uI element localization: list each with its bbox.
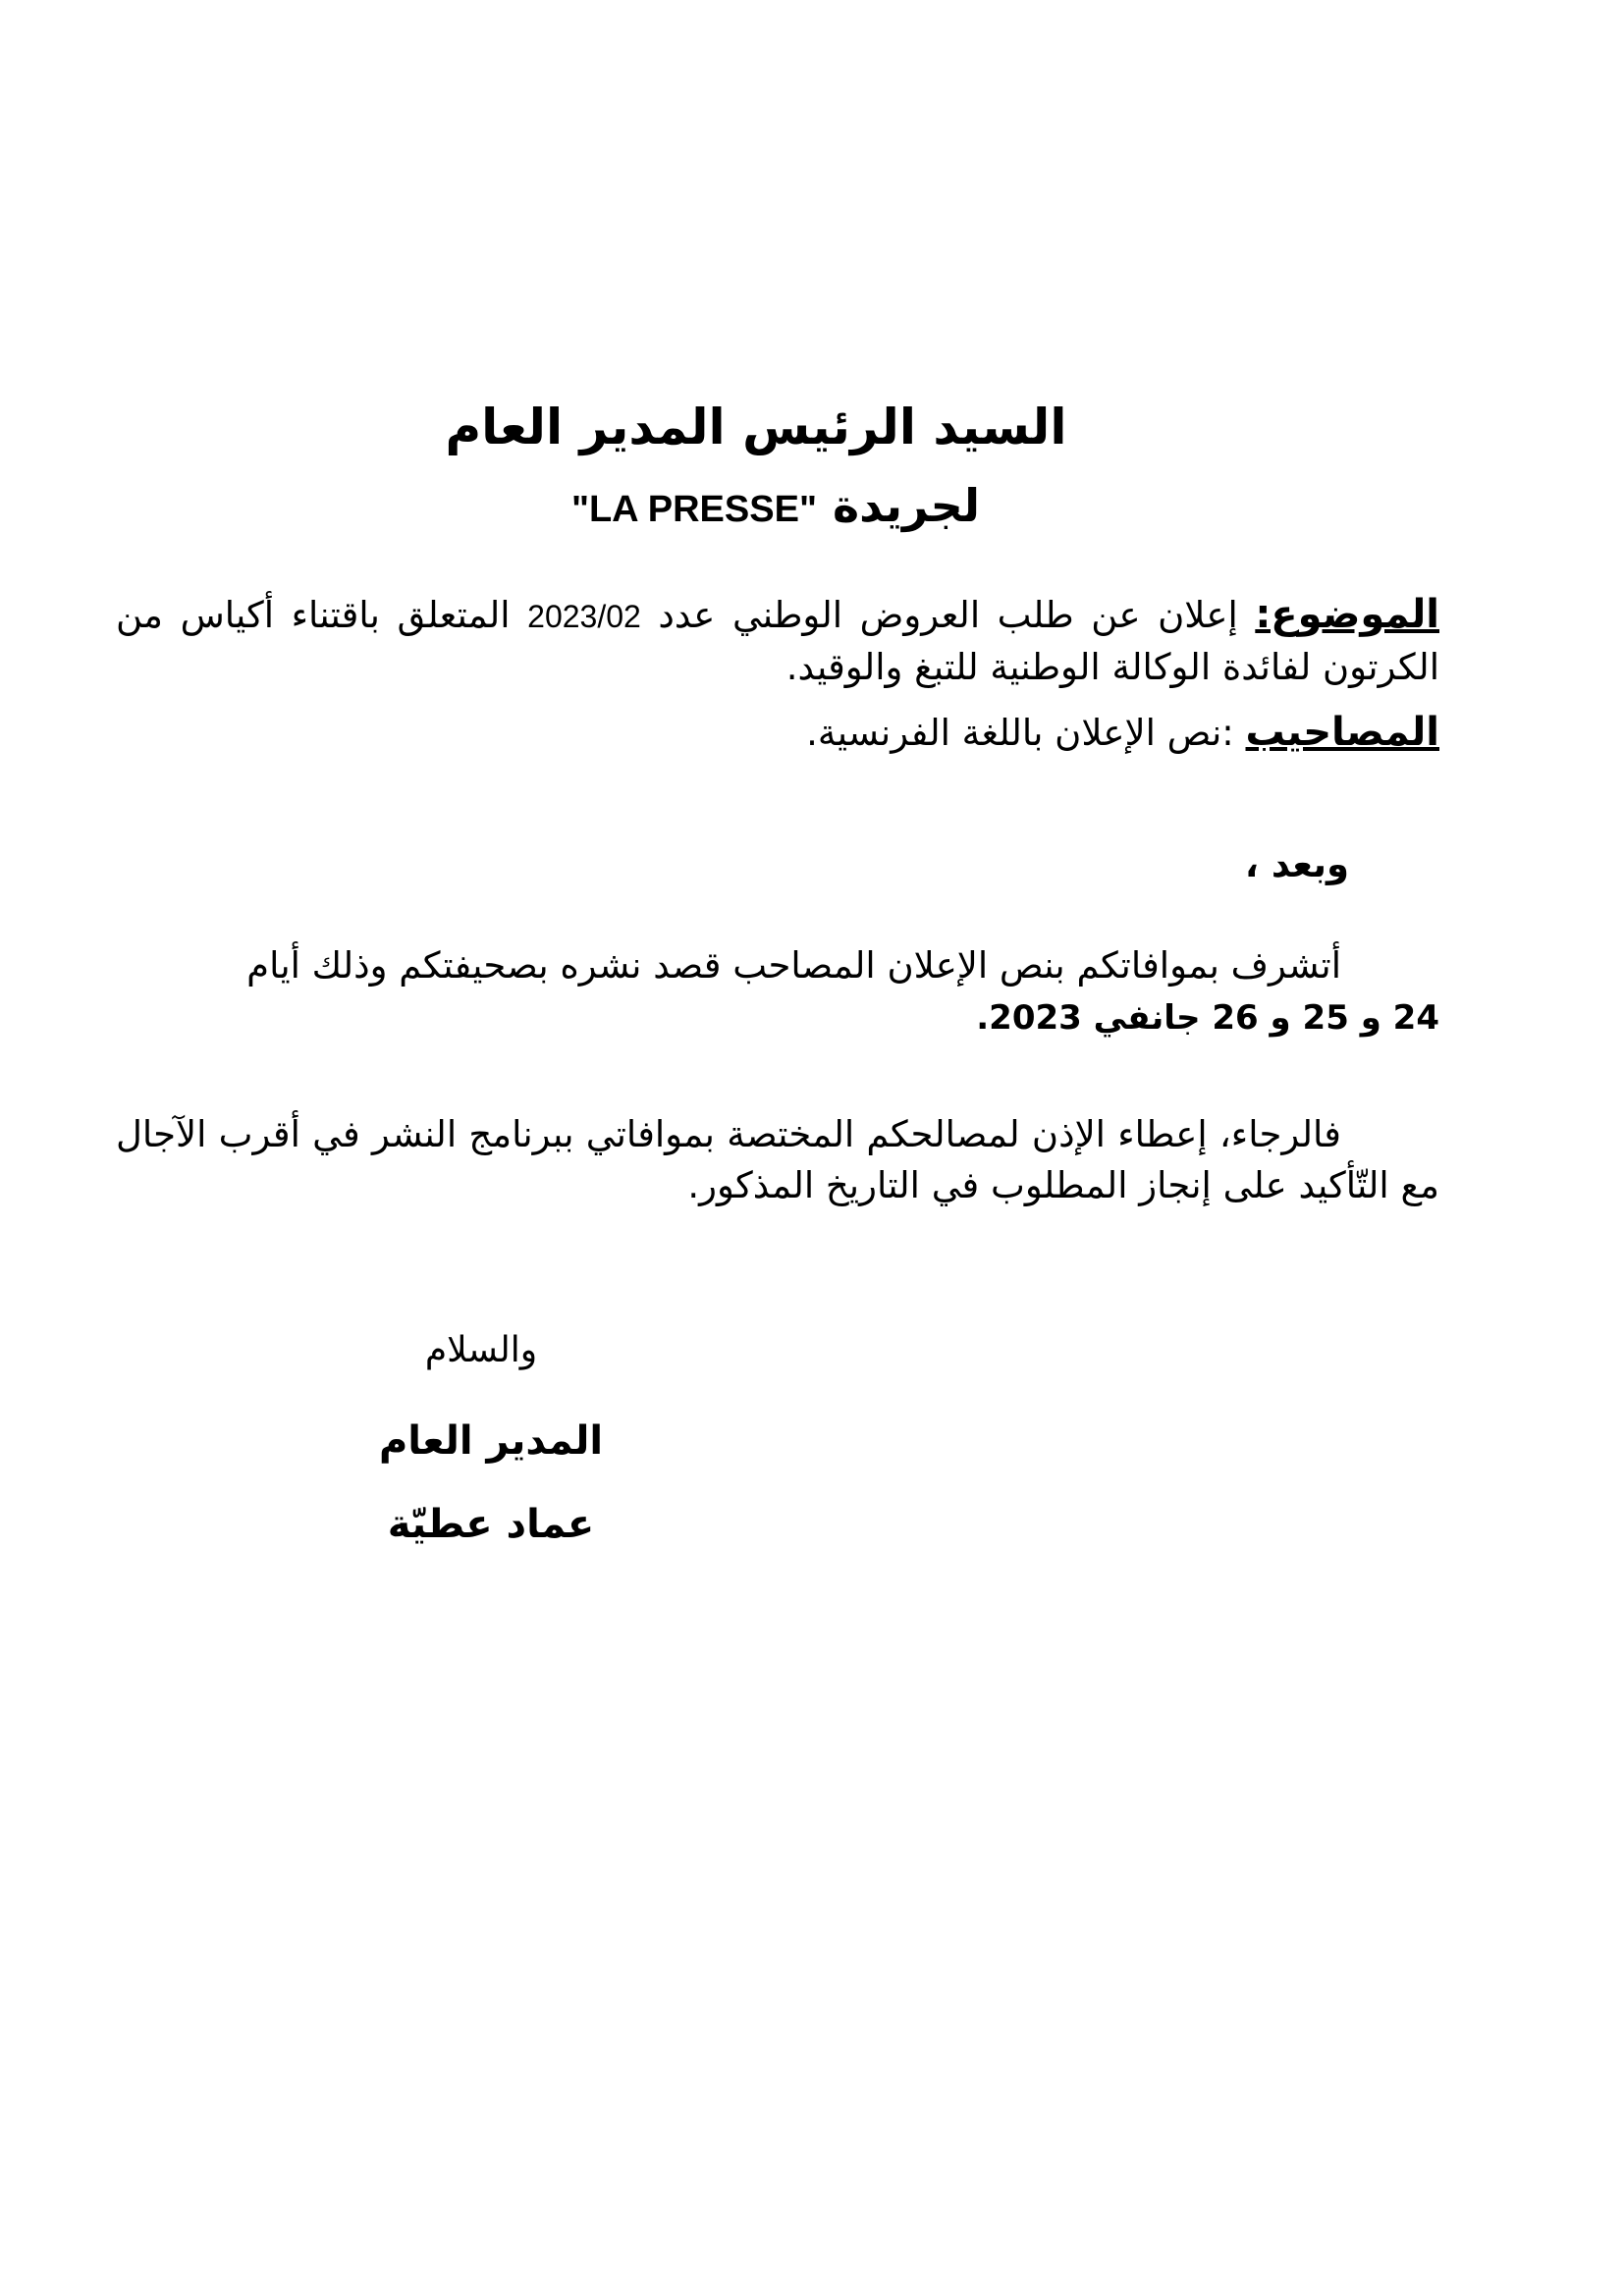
addressee-newspaper bbox=[412, 466, 1139, 549]
addressee-block bbox=[412, 388, 1100, 549]
paragraph1-text: أتشرف بموافاتكم بنص الإعلان المصاحب قصد نشره بصحيفتكم وذلك أيام bbox=[246, 944, 1341, 987]
subject-line bbox=[116, 589, 1439, 693]
addressee-title: السيد الرئيس المدير العام bbox=[445, 399, 1067, 455]
greeting: وبعد ، bbox=[1244, 843, 1349, 885]
paragraph-publication-request bbox=[116, 940, 1439, 1043]
attachments-label: المصاحيب bbox=[1245, 710, 1439, 755]
signatory-title: المدير العام bbox=[378, 1418, 604, 1464]
attachments-line bbox=[116, 707, 1439, 759]
subject-text-end: المتعلق باقتناء أكياس من الكرتون لفائدة الوكالة الوطنية للتبغ والوقيد. bbox=[116, 594, 1439, 688]
newspaper-name: "LA PRESSE" bbox=[570, 489, 817, 530]
addressee-newspaper-prefix: لجريدة bbox=[833, 479, 981, 532]
signatory-name: عماد عطيّة bbox=[387, 1502, 595, 1547]
attachments-text: :نص الإعلان باللغة الفرنسية. bbox=[806, 712, 1246, 754]
subject-label: الموضوع: bbox=[1255, 592, 1439, 637]
closing-salutation: والسلام bbox=[424, 1330, 538, 1370]
tender-number: 2023/02 bbox=[527, 599, 641, 634]
subject-text-start: إعلان عن طلب العروض الوطني عدد bbox=[640, 594, 1256, 636]
publication-dates: 24 و 25 و 26 جانفي 2023. bbox=[976, 998, 1439, 1038]
paragraph-confirmation-request: فالرجاء، إعطاء الإذن لمصالحكم المختصة بموافاتي ببرنامج النشر في أقرب الآجال مع التّأكيد على إنجاز المطلوب في التاريخ المذكور. bbox=[116, 1113, 1439, 1206]
